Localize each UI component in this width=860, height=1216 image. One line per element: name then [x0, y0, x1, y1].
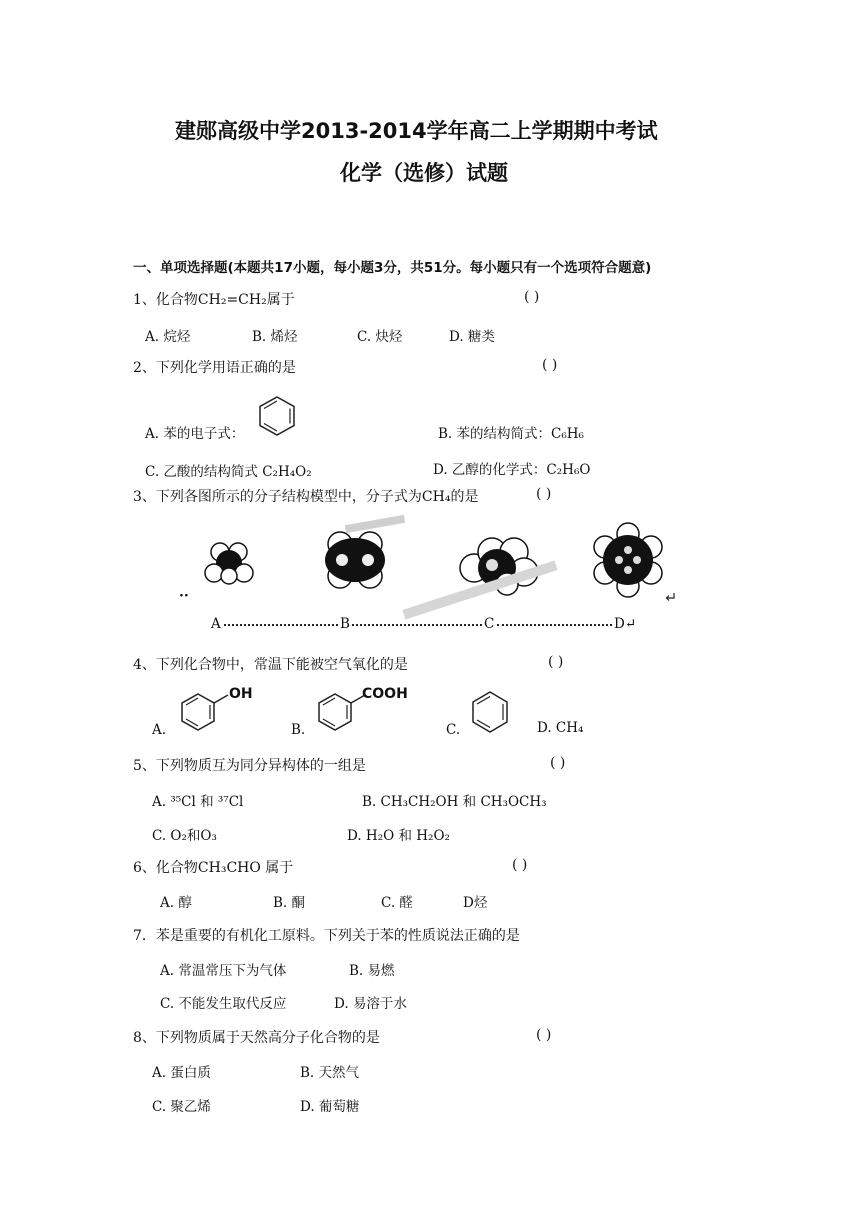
question-5-stem: 5、下列物质互为同分异构体的一组是	[133, 758, 366, 774]
question-8-option-c: C. 聚乙烯	[152, 1099, 211, 1115]
question-5-option-a: A. ³⁵Cl 和 ³⁷Cl	[152, 794, 244, 810]
question-4-option-a: A.	[152, 722, 167, 738]
question-7-stem: 7．苯是重要的有机化工原料。下列关于苯的性质说法正确的是	[133, 928, 520, 944]
question-7-option-d: D. 易溶于水	[334, 996, 407, 1012]
question-2-answer-paren: ( )	[542, 357, 558, 373]
question-6-option-b: B. 酮	[273, 895, 306, 911]
question-1-option-a: A. 烷烃	[145, 329, 191, 345]
question-3-answer-paren: ( )	[536, 486, 552, 502]
question-3-mark: ··	[179, 588, 189, 604]
question-8-option-a: A. 蛋白质	[152, 1065, 211, 1081]
question-2-option-d: D. 乙醇的化学式：C₂H₆O	[433, 462, 591, 478]
question-3-option-d: D↵	[614, 616, 637, 632]
exam-title: 建郧高级中学2013-2014学年高二上学期期中考试	[175, 119, 658, 143]
benzene-structure-icon	[465, 688, 515, 738]
molecule-model-a	[200, 535, 260, 590]
section-heading: 一、单项选择题(本题共17小题，每小题3分，共51分。每小题只有一个选项符合题意)	[133, 260, 652, 276]
question-4-option-d: D. CH₄	[537, 720, 584, 736]
exam-subtitle: 化学（选修）试题	[340, 161, 508, 185]
question-5-option-b: B. CH₃CH₂OH 和 CH₃OCH₃	[362, 794, 547, 810]
phenol-oh-label: OH	[229, 686, 253, 702]
question-7-option-b: B. 易燃	[349, 963, 395, 979]
question-7-option-c: C. 不能发生取代反应	[160, 996, 287, 1012]
question-8-stem: 8、下列物质属于天然高分子化合物的是	[133, 1030, 380, 1046]
molecule-model-b	[318, 528, 393, 593]
question-1-answer-paren: ( )	[524, 289, 540, 305]
question-8-answer-paren: ( )	[536, 1027, 552, 1043]
question-5-option-c: C. O₂和O₃	[152, 828, 217, 844]
return-arrow-icon	[664, 592, 676, 602]
question-3-option-a: A	[211, 616, 221, 632]
question-4-option-b: B.	[291, 722, 306, 738]
question-3-option-b: B	[340, 616, 350, 632]
molecule-model-d	[588, 520, 668, 600]
question-1-option-d: D. 糖类	[449, 329, 495, 345]
question-8-option-d: D. 葡萄糖	[300, 1099, 360, 1115]
question-4-stem: 4、下列化合物中，常温下能被空气氧化的是	[133, 657, 408, 673]
question-3-option-c: C	[484, 616, 495, 632]
dotted-leader	[224, 624, 338, 626]
question-1-option-b: B. 烯烃	[252, 329, 298, 345]
question-1-stem: 1、化合物CH₂=CH₂属于	[133, 292, 295, 308]
benzene-ring-icon	[256, 395, 298, 437]
question-3-stem: 3、下列各图所示的分子结构模型中，分子式为CH₄的是	[133, 489, 479, 505]
question-4-option-c: C.	[446, 722, 461, 738]
question-6-answer-paren: ( )	[512, 857, 528, 873]
benzoic-acid-cooh-label: COOH	[362, 686, 408, 702]
question-2-stem: 2、下列化学用语正确的是	[133, 360, 296, 376]
question-8-option-b: B. 天然气	[300, 1065, 360, 1081]
question-6-option-c: C. 醛	[381, 895, 413, 911]
question-5-option-d: D. H₂O 和 H₂O₂	[347, 828, 450, 844]
question-6-option-d: D烃	[463, 895, 488, 911]
dotted-leader	[352, 624, 482, 626]
question-1-option-c: C. 炔烃	[357, 329, 403, 345]
question-7-option-a: A. 常温常压下为气体	[160, 963, 287, 979]
question-5-answer-paren: ( )	[550, 755, 566, 771]
dotted-leader	[497, 624, 612, 626]
question-2-option-b: B. 苯的结构简式：C₆H₆	[438, 426, 584, 442]
question-2-option-c: C. 乙酸的结构简式 C₂H₄O₂	[145, 464, 312, 480]
question-6-stem: 6、化合物CH₃CHO 属于	[133, 860, 294, 876]
question-6-option-a: A. 醇	[160, 895, 192, 911]
question-4-answer-paren: ( )	[548, 654, 564, 670]
question-2-option-a: A. 苯的电子式：	[145, 426, 245, 442]
